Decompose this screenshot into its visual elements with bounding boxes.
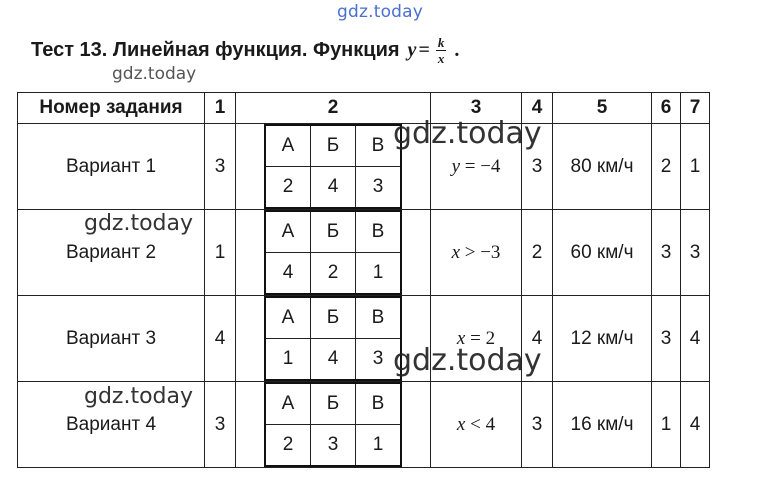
variant-label: Вариант 4: [18, 382, 205, 468]
answer-task-1: 4: [205, 296, 236, 382]
answer-task-5: 12 км/ч: [553, 296, 652, 382]
formula-lhs: y: [407, 39, 417, 61]
answer-task-5: 16 км/ч: [553, 382, 652, 468]
match-value-v: 1: [356, 253, 402, 295]
watermark-subtitle: gdz.today: [112, 64, 197, 84]
matching-table: [264, 210, 402, 295]
answer-task-2: [236, 382, 431, 468]
watermark-overlay: gdz.today: [393, 343, 542, 378]
header-task-number: Номер задания: [18, 93, 205, 124]
match-value-v: 3: [356, 339, 402, 381]
header-task-5: 5: [553, 93, 652, 124]
math-variable: x: [451, 241, 460, 263]
answer-task-4: 4: [522, 296, 553, 382]
match-value-b: 2: [311, 253, 356, 295]
watermark-overlay: gdz.today: [84, 384, 194, 409]
match-header-v: В: [356, 211, 402, 253]
answer-task-2: [236, 210, 431, 296]
formula-period: .: [454, 39, 460, 61]
answers-table: [17, 92, 710, 468]
match-value-v: 1: [356, 425, 402, 467]
match-header-a: А: [265, 211, 311, 253]
answer-task-1: 3: [205, 382, 236, 468]
header-task-2: 2: [236, 93, 431, 124]
fraction-denominator: x: [437, 51, 445, 66]
answer-task-1: 1: [205, 210, 236, 296]
answer-task-1: 3: [205, 124, 236, 210]
match-header-b: Б: [311, 211, 356, 253]
match-header-a: А: [265, 125, 311, 167]
variant-label: Вариант 1: [18, 124, 205, 210]
header-task-7: 7: [681, 93, 710, 124]
answer-task-5: 80 км/ч: [553, 124, 652, 210]
match-header-b: Б: [311, 125, 356, 167]
math-relation: > −3: [460, 241, 501, 263]
fraction-numerator: k: [437, 35, 445, 50]
answer-task-7: 4: [681, 296, 710, 382]
match-header-a: А: [265, 297, 311, 339]
answer-task-4: 3: [522, 124, 553, 210]
match-header-v: В: [356, 297, 402, 339]
math-relation: = −4: [460, 155, 501, 177]
math-variable: x: [456, 413, 466, 435]
answer-task-7: 3: [681, 210, 710, 296]
table-row: [18, 296, 710, 382]
matching-table: [264, 382, 402, 467]
match-value-a: 2: [265, 425, 311, 467]
answer-task-6: 3: [652, 210, 681, 296]
match-value-b: 4: [311, 339, 356, 381]
match-value-v: 3: [356, 167, 402, 209]
match-header-b: Б: [311, 383, 356, 425]
answer-task-6: 3: [652, 296, 681, 382]
match-header-v: В: [356, 383, 402, 425]
watermark-top: gdz.today: [337, 2, 424, 22]
match-header-b: Б: [311, 297, 356, 339]
header-task-4: 4: [522, 93, 553, 124]
formula-equals: =: [418, 39, 430, 61]
answer-task-5: 60 км/ч: [553, 210, 652, 296]
answer-task-7: 4: [681, 382, 710, 468]
match-value-b: 3: [311, 425, 356, 467]
watermark-overlay: gdz.today: [393, 116, 542, 151]
math-variable: x: [456, 327, 466, 349]
match-value-a: 1: [265, 339, 311, 381]
matching-table: [264, 296, 402, 381]
match-header-a: А: [265, 383, 311, 425]
page-title: [31, 36, 459, 65]
variant-label: Вариант 2: [18, 210, 205, 296]
answer-task-6: 1: [652, 382, 681, 468]
title-text: Тест 13. Линейная функция. Функция: [31, 39, 400, 61]
variant-label: Вариант 3: [18, 296, 205, 382]
math-relation: = 2: [465, 327, 496, 349]
title-formula: [408, 36, 460, 65]
answer-task-3: [431, 210, 522, 296]
header-task-1: 1: [205, 93, 236, 124]
answer-task-6: 2: [652, 124, 681, 210]
answer-task-4: 3: [522, 382, 553, 468]
match-header-v: В: [356, 125, 402, 167]
header-task-3: 3: [431, 93, 522, 124]
formula-fraction: [436, 36, 447, 65]
table-row: [18, 124, 710, 210]
matching-table: [264, 124, 402, 209]
answer-task-7: 1: [681, 124, 710, 210]
match-value-a: 2: [265, 167, 311, 209]
answer-task-3: [431, 382, 522, 468]
match-value-b: 4: [311, 167, 356, 209]
math-variable: y: [451, 155, 460, 177]
match-value-a: 4: [265, 253, 311, 295]
header-row: [18, 93, 710, 124]
header-task-6: 6: [652, 93, 681, 124]
math-relation: < 4: [465, 413, 496, 435]
watermark-overlay: gdz.today: [84, 211, 194, 236]
answer-task-4: 2: [522, 210, 553, 296]
